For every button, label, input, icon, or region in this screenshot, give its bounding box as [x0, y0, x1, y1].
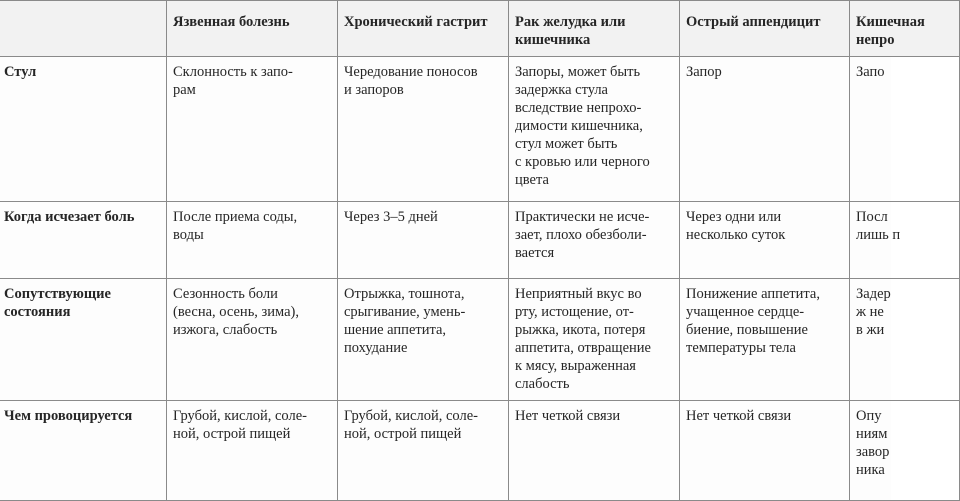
- cell-line: Грубой, кислой, соле-: [344, 408, 478, 424]
- cell-line: Запор: [686, 64, 722, 80]
- cell-line: Практически не исче-: [515, 209, 650, 225]
- table-cell: [509, 279, 680, 401]
- header-cell: Хронический гастрит: [338, 1, 509, 57]
- header-cell: Язвенная болезнь: [167, 1, 338, 57]
- table-cell: [680, 57, 850, 202]
- cell-line: слабость: [515, 376, 570, 392]
- table-cell: [850, 57, 960, 202]
- table-cell: [509, 202, 680, 279]
- cell-line: Запоры, может быть: [515, 64, 641, 80]
- table-cell: [680, 202, 850, 279]
- table-cell: [850, 401, 960, 501]
- cell-line: ной, острой пищей: [173, 426, 291, 442]
- cell-line: аппетита, отвращение: [515, 340, 651, 356]
- table-cell: [509, 401, 680, 501]
- cell-line: вследствие непрохо-: [515, 100, 642, 116]
- row-label: Чем провоцируется: [0, 401, 167, 501]
- cell-line: ника: [856, 462, 885, 478]
- cell-line: Через одни или: [686, 209, 782, 225]
- header-cell: Острый аппендицит: [680, 1, 850, 57]
- cell-line: Грубой, кислой, соле-: [173, 408, 307, 424]
- header-row: [0, 1, 960, 57]
- cell-line: ж не: [856, 304, 884, 320]
- cell-line: в жи: [856, 322, 885, 338]
- cell-line: шение аппетита,: [344, 322, 447, 338]
- cell-line: Запо: [856, 64, 885, 80]
- table-cell: [509, 57, 680, 202]
- cell-line: стул может быть: [515, 136, 618, 152]
- cell-line: ной, острой пищей: [344, 426, 462, 442]
- row-label: Сопутствующие состояния: [0, 279, 167, 401]
- cell-line: зает, плохо обезболи-: [515, 227, 647, 243]
- cell-line: рту, истощение, от-: [515, 304, 634, 320]
- cell-line: учащенное сердце-: [686, 304, 805, 320]
- cell-line: Посл: [856, 209, 888, 225]
- table-row: [0, 279, 960, 401]
- table-cell: [680, 401, 850, 501]
- cell-line: Склонность к запо-: [173, 64, 293, 80]
- table-cell: [167, 279, 338, 401]
- cell-line: рам: [173, 82, 196, 98]
- cell-line: Задер: [856, 286, 891, 302]
- cell-line: Нет четкой связи: [686, 408, 792, 424]
- cell-line: Неприятный вкус во: [515, 286, 642, 302]
- table-cell: [338, 401, 509, 501]
- cell-line: Чередование поносов: [344, 64, 478, 80]
- cell-line: температуры тела: [686, 340, 796, 356]
- cell-line: лишь п: [856, 227, 901, 243]
- table-cell: [850, 202, 960, 279]
- table-cell: [338, 202, 509, 279]
- cell-line: Понижение аппетита,: [686, 286, 820, 302]
- header-cell: Рак желудка или кишечника: [509, 1, 680, 57]
- cell-line: изжога, слабость: [173, 322, 278, 338]
- header-cell: Кишечная непро: [850, 1, 960, 57]
- cell-line: После приема соды,: [173, 209, 298, 225]
- cell-line: Сезонность боли: [173, 286, 278, 302]
- cell-line: завор: [856, 444, 890, 460]
- cell-line: Через 3–5 дней: [344, 209, 438, 225]
- cell-line: цвета: [515, 172, 549, 188]
- cell-line: срыгивание, умень-: [344, 304, 466, 320]
- cell-line: и запоров: [344, 82, 404, 98]
- cell-line: несколько суток: [686, 227, 786, 243]
- header-corner-cell: [0, 1, 167, 57]
- cell-line: ниям: [856, 426, 888, 442]
- table-cell: [338, 279, 509, 401]
- cell-line: вается: [515, 245, 555, 261]
- table-cell: [338, 57, 509, 202]
- row-label: Когда исчезает боль: [0, 202, 167, 279]
- cell-line: воды: [173, 227, 204, 243]
- table-row: [0, 401, 960, 501]
- cell-line: Нет четкой связи: [515, 408, 621, 424]
- table-row: [0, 57, 960, 202]
- table-cell: [167, 401, 338, 501]
- cell-line: похудание: [344, 340, 408, 356]
- table-cell: [850, 279, 960, 401]
- cell-line: биение, повышение: [686, 322, 808, 338]
- table-cell: [680, 279, 850, 401]
- cell-line: Отрыжка, тошнота,: [344, 286, 465, 302]
- cell-line: (весна, осень, зима),: [173, 304, 300, 320]
- cell-line: Опу: [856, 408, 882, 424]
- table-cell: [167, 57, 338, 202]
- table-row: [0, 202, 960, 279]
- cell-line: димости кишечника,: [515, 118, 643, 134]
- cell-line: с кровью или черного: [515, 154, 650, 170]
- cell-line: рыжка, икота, потеря: [515, 322, 646, 338]
- row-label: Стул: [0, 57, 167, 202]
- cell-line: задержка стула: [515, 82, 608, 98]
- cell-line: к мясу, выраженная: [515, 358, 636, 374]
- table-cell: [167, 202, 338, 279]
